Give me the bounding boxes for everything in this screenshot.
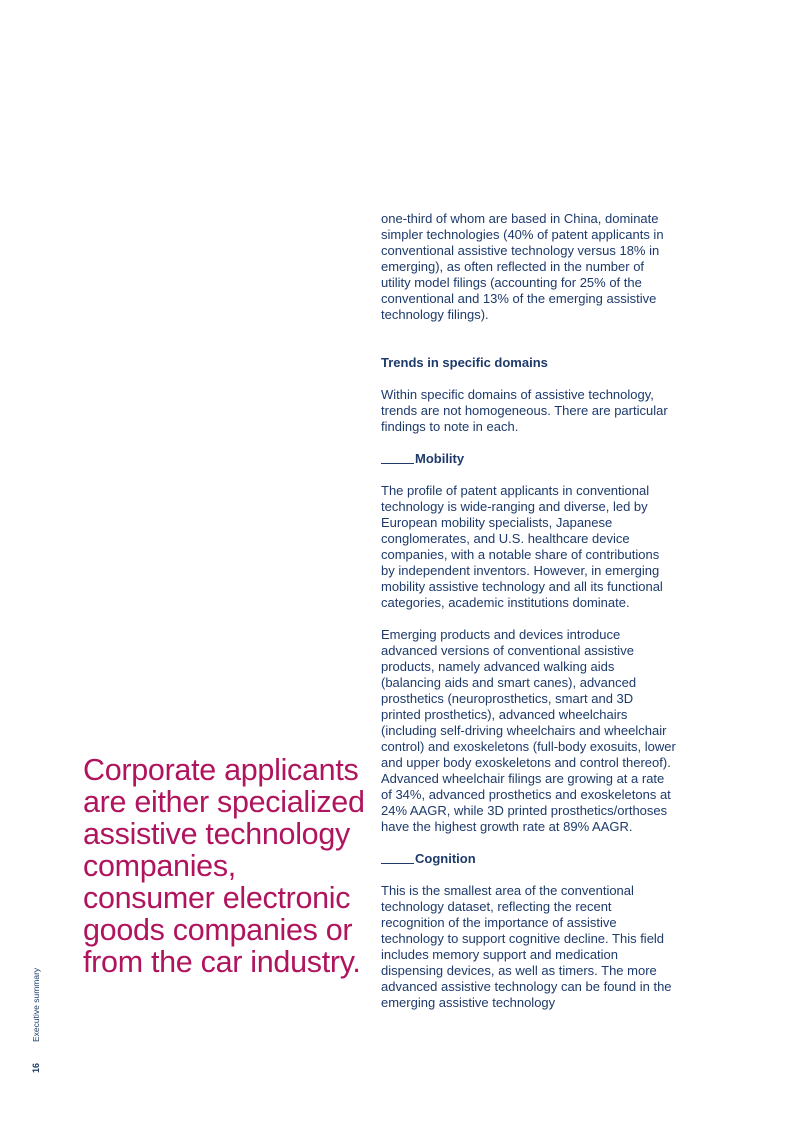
intro-paragraph: one-third of whom are based in China, dominate simpler technologies (40% of patent applicants in conventional assistive technology versus 18% in emerging), as often reflected in the number of utility model filings (accounting for 25% of the conventional and 13% of the emerging assistive technology filings). — [381, 211, 664, 322]
mobility-paragraph-2: Emerging products and devices introduce advanced versions of conventional assistive products, namely advanced walking aids (balancing aids and smart canes), advanced prosthetics (neuroprosthetics, smart and 3D printed prosthetics), advanced wheelchairs (including self-driving wheelchairs and wheelchair control) and exoskeletons (full-body exosuits, lower and upper body exoskeletons and control thereof). Advanced wheelchair filings are growing at a rate of 34%, advanced prosthetics and exoskeletons at 24% AAGR, while 3D printed prosthetics/orthoses have the highest growth rate at 89% AAGR. — [381, 627, 676, 834]
trends-heading: Trends in specific domains — [381, 355, 548, 370]
trends-intro-paragraph: Within specific domains of assistive technology, trends are not homogeneous. There are particular findings to note in each. — [381, 387, 668, 434]
mobility-heading-text: Mobility — [415, 451, 465, 466]
cognition-subheading — [381, 851, 676, 867]
section-label: Executive summary — [31, 967, 41, 1042]
cognition-paragraph-1: This is the smallest area of the conventional technology dataset, reflecting the recent recognition of the importance of assistive technology to support cognitive decline. This field includes memory support and medication dispensing devices, as well as timers. The more advanced assistive technology can be found in the emerging assistive technology — [381, 883, 672, 1010]
pull-quote: Corporate applicants are either specialized assistive technology companies, consumer electronic goods companies or from the car industry. — [83, 753, 365, 979]
subheading-rule — [381, 862, 414, 864]
body-column — [381, 211, 676, 1011]
mobility-paragraph-1: The profile of patent applicants in conventional technology is wide-ranging and diverse, led by European mobility specialists, Japanese conglomerates, and U.S. healthcare device companies, with a notable share of contributions by independent inventors. However, in emerging mobility assistive technology and all its functional categories, academic institutions dominate. — [381, 483, 663, 610]
subheading-rule — [381, 462, 414, 464]
page-number: 16 — [31, 1062, 41, 1073]
mobility-subheading — [381, 451, 676, 467]
cognition-heading-text: Cognition — [415, 851, 476, 866]
